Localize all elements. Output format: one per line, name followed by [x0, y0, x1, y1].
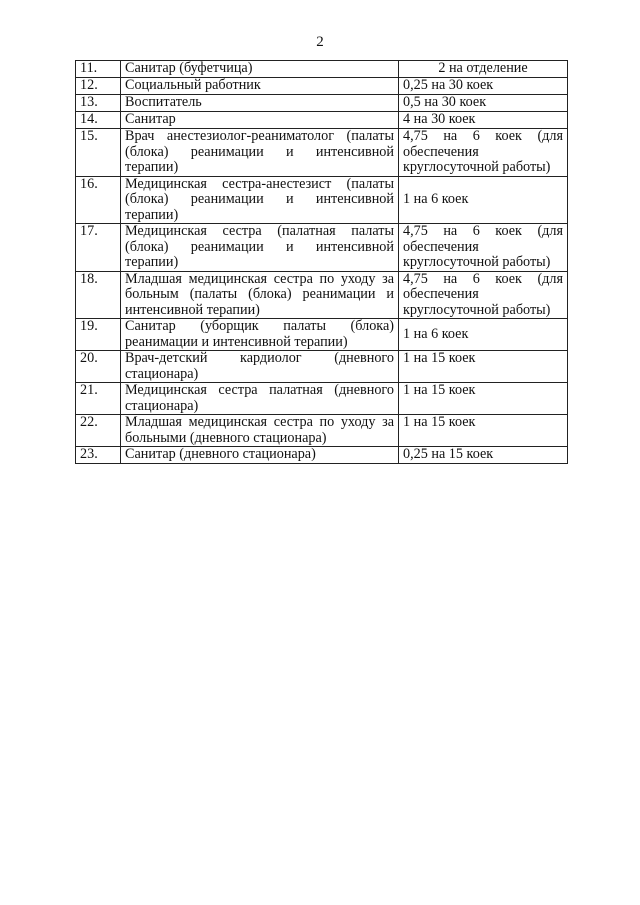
- row-number: 22.: [76, 415, 121, 447]
- table-row: [76, 129, 568, 177]
- position-cell: Санитар (буфетчица): [121, 61, 399, 78]
- norm-cell: 1 на 6 коек: [399, 176, 568, 224]
- norm-cell: 2 на отделение: [399, 61, 568, 78]
- table-row: [76, 112, 568, 129]
- norm-cell: 0,25 на 15 коек: [399, 447, 568, 464]
- table-row: [76, 351, 568, 383]
- table-row: [76, 447, 568, 464]
- table-row: [76, 61, 568, 78]
- row-number: 12.: [76, 78, 121, 95]
- norm-cell: 1 на 15 коек: [399, 415, 568, 447]
- position-cell: Медицинская сестра палатная (дневного стационара): [121, 383, 399, 415]
- position-cell: Санитар (дневного стационара): [121, 447, 399, 464]
- position-cell: Воспитатель: [121, 95, 399, 112]
- row-number: 19.: [76, 319, 121, 351]
- row-number: 16.: [76, 176, 121, 224]
- norm-cell: 1 на 6 коек: [399, 319, 568, 351]
- position-cell: Медицинская сестра-анестезист (палаты (блока) реанимации и интенсивной терапии): [121, 176, 399, 224]
- table-row: [76, 383, 568, 415]
- position-cell: Социальный работник: [121, 78, 399, 95]
- table-row: [76, 319, 568, 351]
- position-cell: Санитар (уборщик палаты (блока) реанимации и интенсивной терапии): [121, 319, 399, 351]
- row-number: 11.: [76, 61, 121, 78]
- row-number: 23.: [76, 447, 121, 464]
- norm-cell: 0,25 на 30 коек: [399, 78, 568, 95]
- table-row: [76, 176, 568, 224]
- norm-cell: 1 на 15 коек: [399, 383, 568, 415]
- norm-cell: 4,75 на 6 коек (для обеспечения круглосуточной работы): [399, 224, 568, 272]
- norm-cell: 4 на 30 коек: [399, 112, 568, 129]
- staffing-table: [75, 60, 568, 464]
- position-cell: Санитар: [121, 112, 399, 129]
- row-number: 14.: [76, 112, 121, 129]
- row-number: 17.: [76, 224, 121, 272]
- row-number: 21.: [76, 383, 121, 415]
- norm-cell: 4,75 на 6 коек (для обеспечения круглосуточной работы): [399, 271, 568, 319]
- norm-cell: 0,5 на 30 коек: [399, 95, 568, 112]
- table-row: [76, 415, 568, 447]
- page-number: 2: [316, 34, 324, 50]
- table-row: [76, 78, 568, 95]
- table-row: [76, 95, 568, 112]
- row-number: 15.: [76, 129, 121, 177]
- position-cell: Младшая медицинская сестра по уходу за больным (палаты (блока) реанимации и интенсивной терапии): [121, 271, 399, 319]
- table-row: [76, 271, 568, 319]
- position-cell: Врач-детский кардиолог (дневного стационара): [121, 351, 399, 383]
- table-row: [76, 224, 568, 272]
- row-number: 20.: [76, 351, 121, 383]
- position-cell: Младшая медицинская сестра по уходу за больными (дневного стационара): [121, 415, 399, 447]
- row-number: 13.: [76, 95, 121, 112]
- row-number: 18.: [76, 271, 121, 319]
- norm-cell: 4,75 на 6 коек (для обеспечения круглосуточной работы): [399, 129, 568, 177]
- norm-cell: 1 на 15 коек: [399, 351, 568, 383]
- position-cell: Медицинская сестра (палатная палаты (блока) реанимации и интенсивной терапии): [121, 224, 399, 272]
- position-cell: Врач анестезиолог-реаниматолог (палаты (блока) реанимации и интенсивной терапии): [121, 129, 399, 177]
